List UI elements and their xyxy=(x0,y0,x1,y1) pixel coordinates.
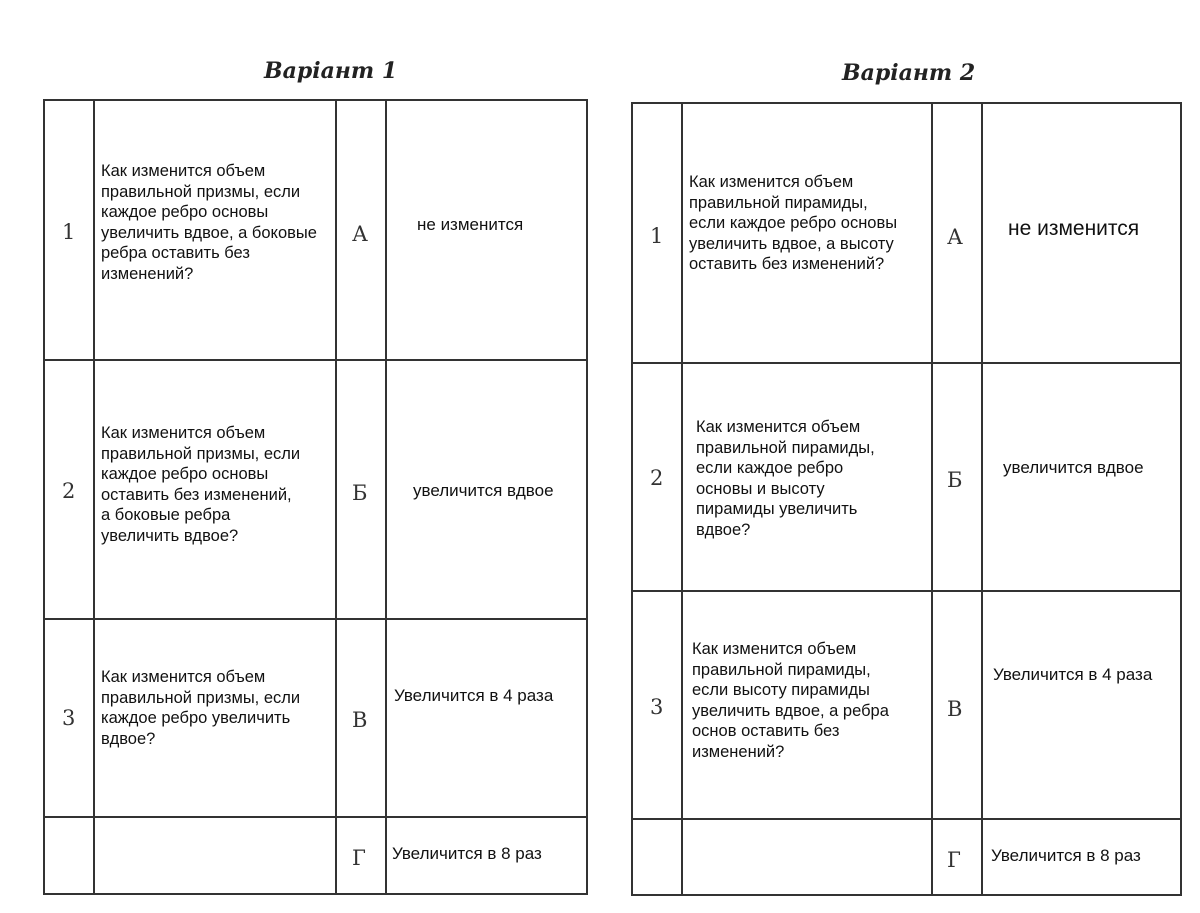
answer-text: не изменится xyxy=(417,215,524,234)
answer-letter: А xyxy=(352,222,368,246)
answer-letter: В xyxy=(947,697,963,721)
answer-letter: В xyxy=(352,708,368,732)
answer-text: увеличится вдвое xyxy=(413,481,554,500)
answer-text: Увеличится в 8 раз xyxy=(991,846,1141,865)
row-divider xyxy=(633,590,1180,592)
question-text: Как изменится объем правильной пирамиды, если каждое ребро основы увеличить вдвое, а высоту оставить без изменений? xyxy=(689,173,898,273)
answer-letter: А xyxy=(947,225,963,249)
answer-letter: Г xyxy=(352,846,366,870)
question-text: Как изменится объем правильной призмы, если каждое ребро основы увеличить вдвое, а боковые ребра оставить без изменений? xyxy=(101,162,317,283)
row-divider xyxy=(633,818,1180,820)
question-text: Как изменится объем правильной пирамиды, если высоту пирамиды увеличить вдвое, а ребра основ оставить без изменений? xyxy=(692,640,889,761)
row-divider xyxy=(45,359,586,361)
question-number: 1 xyxy=(650,224,664,248)
variant1-title: Варіант 1 xyxy=(264,58,398,84)
answer-letter: Б xyxy=(352,481,368,505)
answer-text: Увеличится в 4 раза xyxy=(993,665,1153,684)
column-divider xyxy=(681,104,683,894)
variant1-table xyxy=(43,99,588,895)
column-divider xyxy=(335,101,337,893)
answer-text: Увеличится в 8 раз xyxy=(392,844,542,863)
variant2-table xyxy=(631,102,1182,896)
answer-text: Увеличится в 4 раза xyxy=(394,686,554,705)
question-number: 1 xyxy=(62,220,76,244)
question-number: 3 xyxy=(650,695,664,719)
column-divider xyxy=(385,101,387,893)
question-text: Как изменится объем правильной пирамиды, если каждое ребро основы и высоту пирамиды увеличить вдвое? xyxy=(696,418,875,539)
row-divider xyxy=(45,816,586,818)
column-divider xyxy=(93,101,95,893)
variant2-title: Варіант 2 xyxy=(842,60,976,86)
question-number: 2 xyxy=(62,479,76,503)
row-divider xyxy=(633,362,1180,364)
column-divider xyxy=(981,104,983,894)
row-divider xyxy=(45,618,586,620)
question-text: Как изменится объем правильной призмы, если каждое ребро увеличить вдвое? xyxy=(101,668,301,748)
column-divider xyxy=(931,104,933,894)
answer-letter: Б xyxy=(947,468,963,492)
answer-text: увеличится вдвое xyxy=(1003,458,1144,477)
question-number: 3 xyxy=(62,706,76,730)
answer-letter: Г xyxy=(947,848,961,872)
question-number: 2 xyxy=(650,466,664,490)
answer-text: не изменится xyxy=(1008,217,1140,240)
question-text: Как изменится объем правильной призмы, если каждое ребро основы оставить без изменений, а боковые ребра увеличить вдвое? xyxy=(101,424,301,545)
